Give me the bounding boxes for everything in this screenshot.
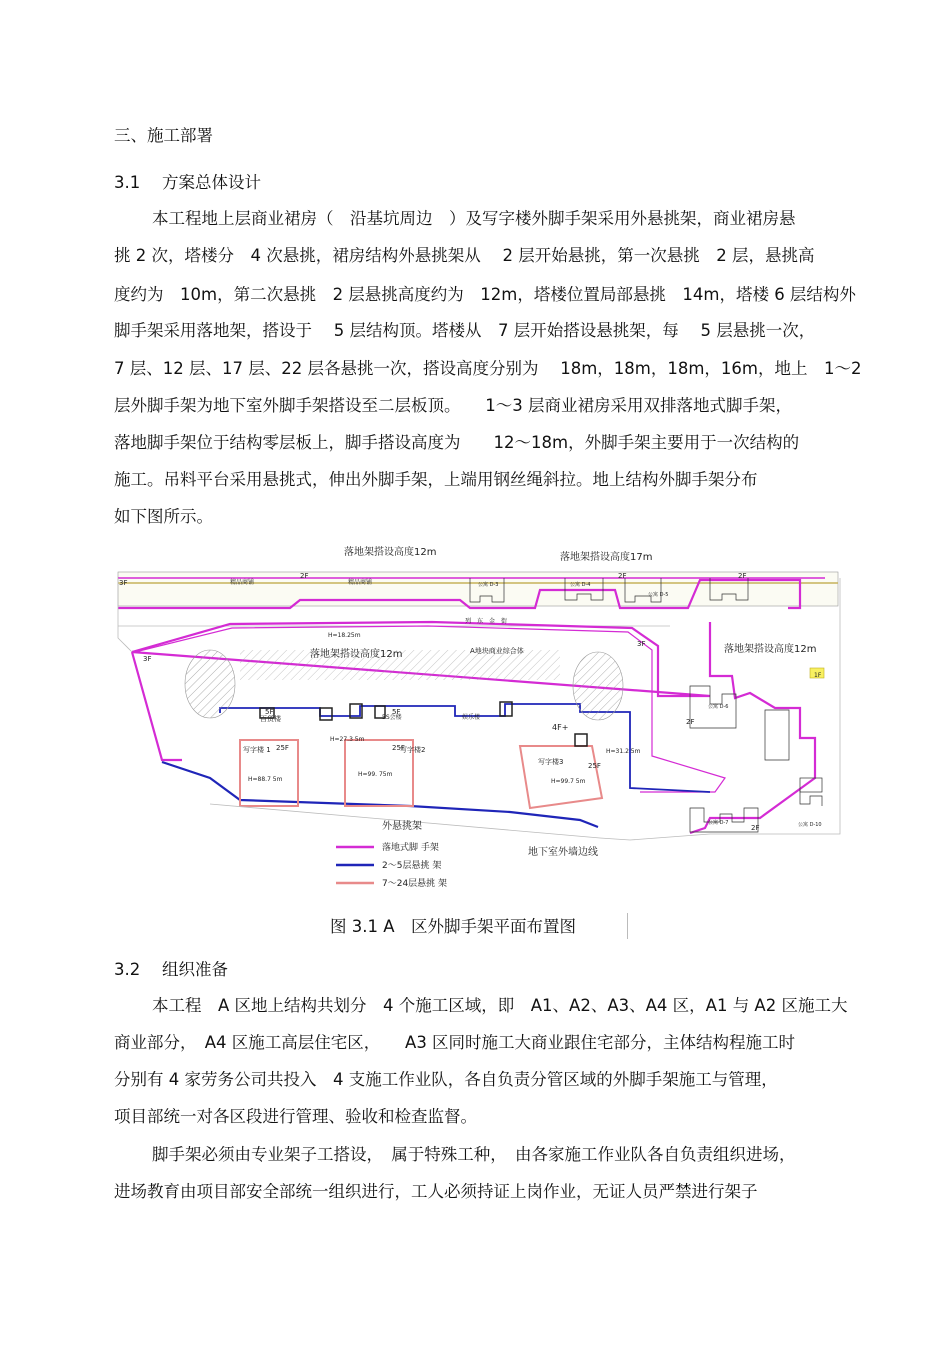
paragraph-line: 如下图所示。 [114, 507, 213, 526]
paragraph-line: 分别有 4 家劳务公司共投入 4 支施工作业队，各自负责分管区域的外脚手架施工与管理， [114, 1070, 778, 1089]
label-floor: 2F [738, 572, 747, 580]
label-office2: 写字楼2 [400, 746, 426, 754]
label-floor: 3F [119, 579, 128, 587]
label-floor: 5F [392, 708, 401, 716]
legend-label: 落地式脚 手架 [382, 843, 439, 853]
label-h-mid: H=27.3 5m [330, 736, 365, 743]
label-ent: 娱乐楼 [462, 714, 481, 721]
label-dept: 百货楼 [260, 715, 281, 723]
label-office3: 写字楼3 [538, 758, 564, 766]
label-top-b: 落地架搭设高度17m [560, 552, 653, 563]
label-cinema: 5S会楼 [382, 714, 402, 721]
podium-scaffold-west [132, 652, 182, 760]
label-floor: 2F [751, 824, 760, 832]
legend-label: 2～5层悬挑 架 [382, 861, 442, 871]
label-office1: 写字楼 1 [243, 746, 271, 754]
paragraph-line: 7 层、12 层、17 层、22 层各悬挑一次，搭设高度分别为 18m，18m，18m，16m，地上 1～2 [114, 359, 862, 378]
label-floor: 3F [637, 640, 646, 648]
label-overhang: 外悬挑架 [382, 821, 422, 832]
figure-caption: 图 3.1 A 区外脚手架平面布置图 [330, 917, 577, 936]
heading-3-1: 3.1 方案总体设计 [114, 173, 261, 192]
label-mall: A地块商业综合体 [470, 647, 524, 655]
label-shop2: 精品商铺 [348, 579, 373, 586]
office-tower-3 [520, 746, 602, 808]
label-h-off2: H=99. 75m [358, 771, 393, 778]
label-top-a: 落地架搭设高度12m [344, 547, 437, 558]
scaffold-layout-plan [110, 538, 850, 903]
label-floor: 25F [276, 744, 289, 752]
label-apt: 公寓 D-7 [708, 820, 729, 826]
heading-3-2: 3.2 组织准备 [114, 960, 228, 979]
section-title: 三、施工部署 [114, 126, 213, 145]
label-right-a: 落地架搭设高度12m [724, 644, 817, 655]
paragraph-line: 进场教育由项目部安全部统一组织进行，工人必须持证上岗作业，无证人员严禁进行架子 [114, 1182, 758, 1201]
paragraph-line: 商业部分， A4 区施工高层住宅区， A3 区同时施工大商业跟住宅部分，主体结构程施工时 [114, 1033, 796, 1052]
label-h-off3: H=99.7 5m [551, 778, 586, 785]
paragraph-line: 本工程 A 区地上结构共划分 4 个施工区域，即 A1、A2、A3、A4 区，A1 与 A2 区施工大 [152, 996, 848, 1015]
label-floor: 25F [588, 762, 601, 770]
label-apt: 公寓 D-4 [570, 582, 591, 588]
label-floor: 25F [392, 744, 405, 752]
label-floor: 2F [686, 718, 695, 726]
label-center: 落地架搭设高度12m [310, 649, 403, 660]
paragraph-line: 度约为 10m，第二次悬挑 2 层悬挑高度约为 12m，塔楼位置局部悬挑 14m，塔楼 6 层结构外 [114, 285, 856, 304]
label-apt: 公寓 D-6 [708, 704, 729, 710]
paragraph-line: 脚手架必须由专业架子工搭设， 属于特殊工种， 由各家施工作业队各自负责组织进场， [152, 1145, 796, 1164]
hatched-feature-east [573, 652, 623, 720]
label-street: 列 东 金 街 [465, 618, 508, 625]
label-basement: 地下室外墙边线 [528, 847, 598, 858]
label-h-off1: H=88.7 5m [248, 776, 283, 783]
label-h-right: H=31.2 5m [606, 748, 641, 755]
label-floor: 5F [265, 708, 274, 716]
legend-label: 7～24层悬挑 架 [382, 879, 448, 889]
basement-wall-east [210, 578, 840, 840]
divider [627, 913, 628, 939]
label-apt: 公寓 D-3 [478, 582, 499, 588]
label-apt: 公寓 D-10 [798, 822, 822, 828]
label-apt: 公寓 D-5 [648, 592, 669, 598]
paragraph-line: 本工程地上层商业裙房（ 沿基坑周边 ）及写字楼外脚手架采用外悬挑架，商业裙房悬 [152, 209, 796, 228]
label-shop1: 精品商铺 [230, 579, 255, 586]
label-floor: 3F [143, 655, 152, 663]
label-floor: 2F [300, 572, 309, 580]
paragraph-line: 层外脚手架为地下室外脚手架搭设至二层板顶。 1～3 层商业裙房采用双排落地式脚手架， [114, 396, 792, 415]
paragraph-line: 挑 2 次，塔楼分 4 次悬挑，裙房结构外悬挑架从 2 层开始悬挑，第一次悬挑 2 层，悬挑高 [114, 246, 815, 265]
legend [336, 841, 447, 889]
hatched-feature-west [185, 650, 235, 718]
label-floor: 1F [814, 672, 822, 679]
label-h-top: H=18.25m [328, 632, 361, 639]
label-floor: 4F+ [552, 723, 569, 732]
label-floor: 2F [618, 572, 627, 580]
paragraph-line: 脚手架采用落地架，搭设于 5 层结构顶。塔楼从 7 层开始搭设悬挑架，每 5 层悬挑一次， [114, 321, 816, 340]
street-band [118, 572, 838, 606]
paragraph-line: 落地脚手架位于结构零层板上，脚手搭设高度为 12～18m，外脚手架主要用于一次结构的 [114, 433, 800, 452]
paragraph-line: 项目部统一对各区段进行管理、验收和检查监督。 [114, 1107, 477, 1126]
paragraph-line: 施工。吊料平台采用悬挑式，伸出外脚手架，上端用钢丝绳斜拉。地上结构外脚手架分布 [114, 470, 758, 489]
